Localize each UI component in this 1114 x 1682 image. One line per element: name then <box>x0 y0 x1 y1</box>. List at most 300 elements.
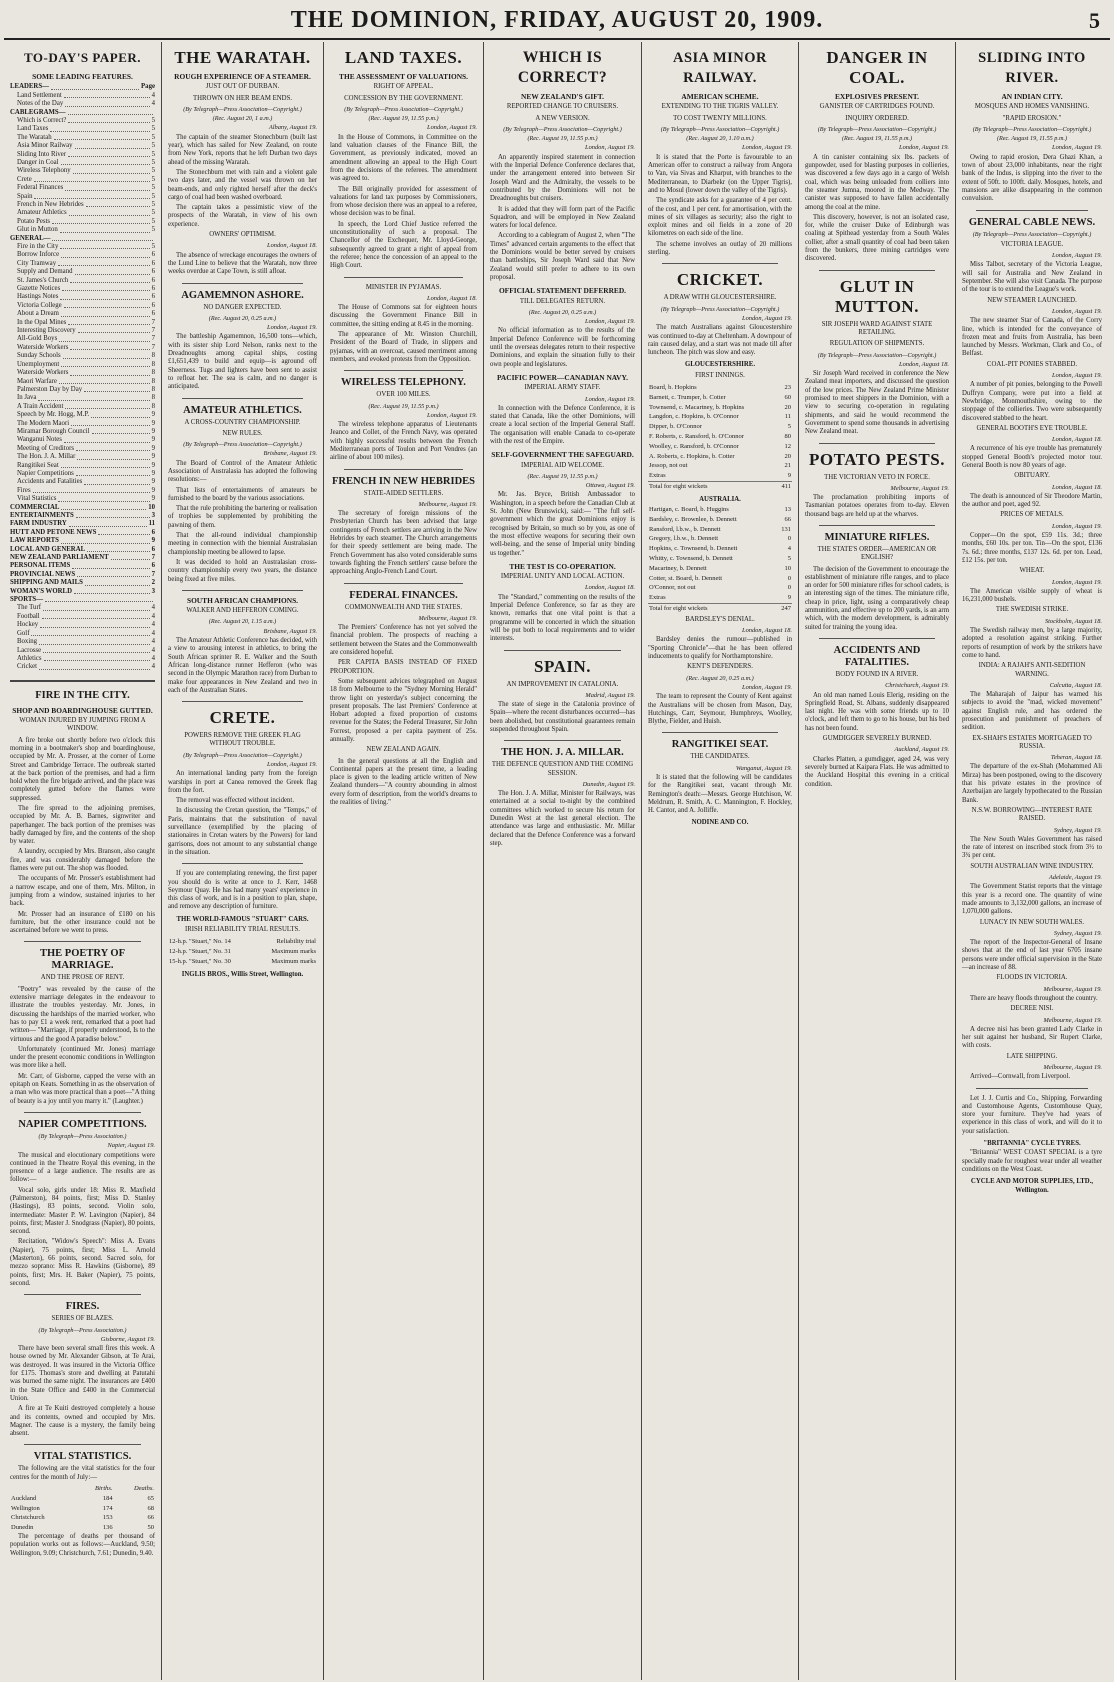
athletics-article <box>168 460 317 584</box>
table-row <box>648 505 792 515</box>
index-leader-dots <box>34 193 149 199</box>
divider <box>819 525 935 526</box>
index-entry <box>10 562 155 570</box>
index-entry-page: 9 <box>151 486 155 494</box>
index-leader-dots <box>62 285 149 291</box>
divider <box>819 443 935 444</box>
index-entry-name: About a Dream <box>17 310 59 318</box>
index-entry-page: 9 <box>151 419 155 427</box>
cable-item-text: The departure of the ex-Shah (Mohammed Ali Mirza) has been postponed, owing to the discovery that his private estates in the province of Azerbaijan are largely hypothecated to the Russian Bank. <box>962 763 1102 804</box>
cable-news-item <box>962 974 1102 1003</box>
index-entry-page: 9 <box>151 453 155 461</box>
index-entry-page: 8 <box>151 369 155 377</box>
table-total-row <box>648 481 792 491</box>
index-entry-page: 5 <box>151 226 155 234</box>
paragraph: The House of Commons sat for eighteen hours discussing the Government Finance Bill in committee, the sitting ending at 8.45 in the morning. <box>330 304 477 328</box>
index-entry-page: 5 <box>151 142 155 150</box>
index-entry-name: Crete <box>17 175 32 183</box>
index-entry-name: HUTT AND PETONE NEWS <box>10 528 97 536</box>
table-cell: 50 <box>147 1524 154 1532</box>
index-entry-name: GENERAL— <box>10 234 51 242</box>
waratah-telegraph: (By Telegraph—Press Association—Copyright.) <box>183 105 302 113</box>
cable-item-dateline: London, August 19. <box>1052 522 1102 530</box>
paragraph: The removal was effected without incident. <box>176 797 295 805</box>
advert-britannia-head: "BRITANNIA" CYCLE TYRES. <box>983 1140 1081 1148</box>
index-entry <box>10 630 155 638</box>
index-leader-dots <box>52 235 153 241</box>
index-entry-page: 8 <box>151 360 155 368</box>
index-leader-dots <box>59 378 150 384</box>
athletics-sub2: NEW RULES. <box>222 429 263 437</box>
divider <box>819 270 935 271</box>
index-entry <box>10 369 155 377</box>
index-entry-name: Golf <box>17 629 30 637</box>
sliding-river-sub2: MOSQUES AND HOMES VANISHING. <box>974 103 1090 111</box>
table-cell: 411 <box>777 481 792 491</box>
table-cell: Wellington <box>11 1504 40 1512</box>
index-leader-dots <box>73 167 150 173</box>
index-entry-name: City Tramway <box>17 259 57 267</box>
index-entry-name: St. James's Church <box>17 276 69 284</box>
paragraph: The appearance of Mr. Winston Churchill, President of the Board of Trade, in slippers and pyjamas, with an overcoat, caused merriment among members, and evoked protests from the Opposition. <box>330 331 477 363</box>
index-entry <box>10 209 155 217</box>
index-leader-dots <box>98 529 149 535</box>
index-entry <box>10 125 155 133</box>
index-entry-name: SPORTS— <box>10 596 43 604</box>
paragraph: Mr. Prosser had an insurance of £180 on his furniture, but the other insurance could not be ascertained before we went to press. <box>10 910 155 935</box>
divider <box>976 1088 1088 1089</box>
index-entry-page: 9 <box>151 495 155 503</box>
deferred-dateline: London, August 19. <box>585 318 635 326</box>
hebrides-header: FRENCH IN NEW HEBRIDES <box>331 475 476 487</box>
rifles-header: MINIATURE RIFLES. <box>824 531 930 543</box>
index-entry-page: 11 <box>148 520 155 528</box>
index-entry <box>10 226 155 234</box>
index-entry-page: 9 <box>151 427 155 435</box>
cable-news-item <box>962 735 1102 805</box>
vital-note: The percentage of deaths per thousand of population works out as follows:—Auckland, 9.50; Wellington, 9.09; Christchurch, 7.61; Dunedin, 9.40. <box>10 1532 155 1557</box>
index-leader-dots <box>38 394 149 400</box>
spain-sub: AN IMPROVEMENT IN CATALONIA. <box>506 680 619 688</box>
which-correct-dateline: London, August 19. <box>585 144 635 152</box>
index-leader-dots <box>61 504 146 510</box>
table-cell: 12-h.p. "Stuart," No. 31 <box>169 948 231 956</box>
cable-item-dateline: London, August 19. <box>1052 252 1102 260</box>
table-row <box>648 564 792 574</box>
test-text: The "Standard," commenting on the results of the Imperial Defence Conference, so far as they are known, remarks that one vital point is that a programme will be concerted in which the situation will be put both to local requirements and to wider interests. <box>490 593 635 643</box>
cable-news-item <box>962 425 1102 470</box>
mutton-telegraph: (By Telegraph—Press Association—Copyright.) <box>817 351 937 359</box>
millar-dateline: Dunedin, August 19. <box>582 780 635 788</box>
advert-stuart-sub: IRISH RELIABILITY TRIAL RESULTS. <box>184 926 301 934</box>
paragraph: In discussing the Cretan question, the "Temps," of Paris, maintains that the substitution of naval surveillance (exemplified by the placing of stationaires in Cretan waters by the Powers) for land garrisons, does not amount to any substantial change in the situation. <box>168 807 317 856</box>
table-cell: Hartigan, c. Board, b. Huggins <box>649 506 729 514</box>
spain-text: The state of siege in the Catalonia province of Spain—where the recent disturbances occurred—has been abolished, but constitutional guarantees remain suspended throughout Spain. <box>490 701 635 733</box>
paragraph: It is stated that the Porte is favourable to an American offer to construct a railway from Angora to Van, via Sivas and Kharput, with branches to the Mediterranean, to Diarbekr (on the Upper Tigris), and to Mosul (lower down the valley of the Tigris). <box>648 153 792 194</box>
index-entry <box>10 386 155 394</box>
index-entry-name: The Turf <box>17 604 41 612</box>
index-entry-name: LAW REPORTS <box>10 537 59 545</box>
crete-dateline: London, August 19. <box>267 761 317 768</box>
paragraph: Unfortunately (continued Mr. Jones) marriage under the present economic conditions in Wellington was more like a hell. <box>10 1045 155 1070</box>
vital-table <box>10 1484 155 1533</box>
kent-text: The team to represent the County of Kent against the Australians will be chosen from Mason, Day, Hutchings, Carr, Seymour, Humphreys, Woolley, Blythe, Fielder, and Huish. <box>648 693 792 726</box>
athletics-sub: A CROSS-COUNTRY CHAMPIONSHIP. <box>184 418 301 426</box>
poetry-sub: AND THE PROSE OF RENT. <box>40 974 125 982</box>
index-entry <box>10 327 155 335</box>
index-leader-dots <box>64 92 150 98</box>
paragraph: The musical and elocutionary competitions were continued in the Theatre Royal this evening, in the presence of a large audience. The results are as follow:— <box>10 1151 155 1184</box>
sa-sub: WALKER AND HEFFERON COMING. <box>186 607 299 615</box>
waratah-sub3: THROWN ON HER BEAM ENDS. <box>192 94 293 102</box>
table-cell: 21 <box>784 462 791 470</box>
index-entry <box>10 151 155 159</box>
index-entry-name: Rangitikei Seat <box>17 461 59 469</box>
table-cell: O'Connor, not out <box>649 584 696 592</box>
divider <box>182 283 303 284</box>
index-leader-dots <box>52 218 150 224</box>
glos-innings: FIRST INNINGS. <box>695 371 745 379</box>
index-entry-name: Boxing <box>17 638 38 646</box>
mutton-header: GLUT IN MUTTON. <box>835 276 919 316</box>
danger-coal-article <box>805 154 949 264</box>
waratah-sub2: JUST OUT OF DURBAN. <box>205 83 280 91</box>
napier-telegraph: (By Telegraph—Press Association.) <box>38 1132 127 1140</box>
cable-item-dateline: Melbourne, August 19. <box>1043 1063 1102 1071</box>
cable-news-item <box>962 606 1102 660</box>
index-entry-page: 6 <box>151 251 155 259</box>
index-leader-dots <box>69 520 147 526</box>
fires-dateline: Gisborne, August 19. <box>100 1335 155 1343</box>
optimism-dateline: London, August 18. <box>267 242 317 250</box>
potato-text: The proclamation prohibiting imports of Tasmanian potatoes operates from to-day. Eleven thousand bags are held up at the wharves. <box>805 494 949 518</box>
index-entry-page: 3 <box>151 512 155 520</box>
table-cell: Total for eight wickets <box>648 604 775 614</box>
nz-again-text: In the general questions at all the English and Continental papers at the present time, a leading place is given to the leading article written of New Zealand thunders—"A country abounding in almost every form of description, from the world's dreams to the realities of living." <box>330 757 477 807</box>
index-entry-page: 4 <box>151 621 155 629</box>
table-cell: 5 <box>787 423 791 431</box>
table-cell: Townsend, c. Macartney, b. Hopkins <box>649 403 745 411</box>
paragraph: Mr. Carr, of Gisborne, capped the verse with an epitaph on Keats. Something in as the observation of a man who was more practical than a poet—"A thing of beauty is a joy until you marry it." (Laughter.) <box>10 1072 155 1105</box>
index-entry-name: FARM INDUSTRY <box>10 520 67 528</box>
index-entry-page: 7 <box>151 335 155 343</box>
asia-minor-received: (Rec. August 20, 1.10 a.m.) <box>686 135 754 143</box>
index-entry-name: Maori Warfare <box>17 377 57 385</box>
table-cell: Bardsley, c. Brownlee, b. Dennett <box>649 515 737 523</box>
sliding-river-header: SLIDING INTO RIVER. <box>978 50 1086 86</box>
index-entry <box>10 83 155 91</box>
index-entry <box>10 260 155 268</box>
column-todays-paper <box>4 42 162 1680</box>
index-entry <box>10 344 155 352</box>
cable-news-item <box>962 662 1102 732</box>
index-entry <box>10 109 155 117</box>
index-leader-dots <box>44 655 150 661</box>
divider <box>24 941 141 942</box>
paragraph: In speech, the Lord Chief Justice referred the unconstitutionality of such a proposal. The Chancellor of the Exchequer, Mr. Lloyd-George, subsequently agreed to grant a right of appeal from the referee; hence the concession of an appeal to the High Court. <box>330 220 477 270</box>
divider <box>662 732 778 733</box>
cable-item-title: NEW STEAMER LAUNCHED. <box>987 296 1077 304</box>
index-entry-name: Athletics <box>17 654 42 662</box>
index-leader-dots <box>68 117 149 123</box>
index-entry <box>10 554 155 562</box>
index-entry <box>10 117 155 125</box>
index-entry-name: French in New Hebrides <box>17 200 84 208</box>
waratah-header: THE WARATAH. <box>174 48 311 67</box>
cable-news-item <box>962 567 1102 604</box>
cable-item-title: OBITUARY. <box>1014 472 1050 480</box>
index-entry <box>10 167 155 175</box>
index-entry-name: Waterside Workers <box>17 369 69 377</box>
index-leader-dots <box>111 554 150 560</box>
divider <box>344 469 463 470</box>
paragraph: There have been several small fires this week. A house owned by Mr. Alexander Gibson, at Te Arai, was destroyed. It was insured in the Victoria Office for £175. Thomas's store and dwelling at Patutahi was burned the same night. The insurances are £400 in the State Office and £400 in the Commercial Union. <box>10 1345 155 1402</box>
page-number: 5 <box>1089 8 1100 33</box>
fires-sub: SERIES OF BLAZES. <box>51 1315 114 1323</box>
cable-item-text: The New South Wales Government has raised the rate of interest on inscribed stock from 3½ to 3¾ per cent. <box>962 835 1102 860</box>
divider <box>24 1444 141 1445</box>
column-asia-minor <box>642 42 799 1680</box>
table-cell: Langdon, c. Hopkins, b. O'Connor <box>649 413 739 421</box>
divider <box>182 590 303 591</box>
index-entry-page: 2 <box>151 579 155 587</box>
index-leader-dots <box>58 260 150 266</box>
index-entry-name: LEADERS— <box>10 83 49 91</box>
wireless-sub: OVER 100 MILES. <box>376 391 431 399</box>
index-entry-page: 4 <box>151 91 155 99</box>
table-cell: 247 <box>775 604 792 614</box>
cable-item-title: PRICES OF METALS. <box>1000 511 1064 519</box>
index-entry-page: 5 <box>151 175 155 183</box>
rangitikei-sub: THE CANDIDATES. <box>690 753 750 761</box>
index-entry-page: 8 <box>151 352 155 360</box>
table-cell: A. Roberts, c. Hopkins, b. Cotter <box>649 452 735 460</box>
index-entry <box>10 596 155 604</box>
fire-sub2: WOMAN INJURED BY JUMPING FROM A WINDOW. <box>19 717 146 733</box>
deferred-text: No official information as to the results of the Imperial Defence Conference will be forthcoming until the overseas delegates return to their respective Dominions, and explain the situation fully to their own people and legislatures. <box>490 327 635 368</box>
index-entry-page: 6 <box>151 268 155 276</box>
sg-sub2: IMPERIAL AID WELCOME. <box>521 461 604 469</box>
index-entry <box>10 310 155 318</box>
which-correct-telegraph: (By Telegraph—Press Association—Copyright.) <box>503 125 622 133</box>
table-cell: 66 <box>784 515 791 523</box>
fires-telegraph: (By Telegraph—Press Association.) <box>38 1326 127 1334</box>
table-cell: 12-h.p. "Stuart," No. 14 <box>169 938 231 946</box>
index-entry <box>10 512 155 520</box>
cable-item-dateline: London, August 18. <box>1052 483 1102 491</box>
divider <box>344 583 463 584</box>
table-cell: 0 <box>787 584 791 592</box>
federal-dateline: Melbourne, August 19. <box>418 614 477 622</box>
bardsley-sub: BARDSLEY'S DENIAL. <box>685 615 755 623</box>
cable-item-text: A decree nisi has been granted Lady Clarke in her suit against her husband, Sir Rupert Clarke, with costs. <box>962 1025 1102 1050</box>
index-entry <box>10 588 155 596</box>
cable-item-text: The Maharajah of Jaipur has warned his subjects to avoid the "mad, wicked movement" against English rule, and has ordered the prosecution and punishment of preachers of sedition. <box>962 691 1102 732</box>
index-leader-dots <box>75 268 150 274</box>
table-cell: 20 <box>784 403 791 411</box>
table-row <box>648 432 792 442</box>
federal-article <box>330 624 477 744</box>
index-entry <box>10 268 155 276</box>
paragraph: This discovery, however, is not an isolated case, for, while the cruiser Duke of Edinburgh was coaling at Spithead yesterday from a South Wales collier, after a small quantity of coal had been taken from the bunkers, three mining cartridges were discovered. <box>805 213 949 263</box>
land-taxes-dateline: London, August 19. <box>427 124 477 132</box>
table-cell: Auckland <box>11 1494 37 1502</box>
index-entry <box>10 621 155 629</box>
index-leader-dots <box>76 470 150 476</box>
cable-item-dateline: Sydney, August 19. <box>1053 929 1102 937</box>
sg-received: (Rec. August 19, 11.55 p.m.) <box>527 472 598 480</box>
cable-item-text: Copper—On the spot, £59 11s. 3d.; three months, £60 10s. per ton. Tin—On the spot, £136 7s. 6d.; three months, £137 12s. 6d. per ton. Lead, £12 15s. per ton. <box>962 532 1102 564</box>
sliding-river-telegraph: (By Telegraph—Press Association—Copyright.) <box>972 125 1092 133</box>
index-entry-name: Palmerston Day by Day <box>17 385 83 393</box>
index-entry <box>10 235 155 243</box>
index-entry-page: 5 <box>151 243 155 251</box>
cricket-sub: A DRAW WITH GLOUCESTERSHIRE. <box>663 294 777 302</box>
sa-header: SOUTH AFRICAN CHAMPIONS. <box>186 595 299 605</box>
cable-news-item <box>962 241 1102 295</box>
index-entry <box>10 613 155 621</box>
index-entry-name: All-Gold Boys <box>17 335 58 343</box>
spain-header: SPAIN. <box>534 656 591 676</box>
cable-item-text: Arrived—Cornwall, from Liverpool. <box>970 1073 1071 1081</box>
potato-dateline: Melbourne, August 19. <box>890 484 949 492</box>
sliding-river-text: Owing to rapid erosion, Dera Ghazi Khan, a town of about 23,000 inhabitants, near the right bank of the Indus, is slipping into the river to the extent of 50ft. to 100ft. daily. Mosques, hotels, and mansions are alike disappearing in the common convulsion. <box>962 153 1102 203</box>
divider <box>344 370 463 371</box>
index-entry <box>10 579 155 587</box>
table-cell: Dipper, b. O'Connor <box>649 423 702 431</box>
paragraph: The Board of Control of the Amateur Athletic Association of Australasia has adopted the following resolutions:— <box>168 459 317 484</box>
table-cell: Board, b. Hopkins <box>649 384 697 392</box>
table-row <box>648 544 792 554</box>
sa-text: The Amateur Athletic Conference has decided, with a view to arousing interest in athletics, to bring the South African sprinter R. E. Walker and the South African long-distance runner Hefferon (who was second in the Olympic Marathon race) from Durban to make four appearances in New Zealand and two in each of the Australian States. <box>168 637 317 694</box>
index-entry-name: Fires <box>17 486 31 494</box>
cable-item-text: The Government Statist reports that the vintage this year is a record one. The quantity of wine made amounts to 3,132,000 gallons, an increase of 1,070,000 gallons. <box>962 883 1102 916</box>
table-total-row <box>648 604 792 614</box>
sg-dateline: Ottawa, August 19. <box>585 482 635 490</box>
cable-item-title: INDIA: A RAJAH'S ANTI-SEDITION WARNING. <box>978 662 1086 678</box>
land-taxes-article <box>330 134 477 271</box>
optimism-sub: OWNERS' OPTIMISM. <box>209 231 276 239</box>
rangitikei-header: RANGITIKEI SEAT. <box>671 739 769 751</box>
deferred-sub2: TILL DELEGATES RETURN. <box>519 297 606 305</box>
poetry-header: THE POETRY OF MARRIAGE. <box>40 948 125 972</box>
index-leader-dots <box>61 361 149 367</box>
index-entry-name: Asia Minor Railway <box>17 142 73 150</box>
table-header-cell <box>10 1484 77 1494</box>
table-cell: Maximum marks <box>271 948 316 956</box>
index-leader-dots <box>92 428 150 434</box>
index-entry-page: 4 <box>151 612 155 620</box>
index-entry <box>10 436 155 444</box>
index-leader-dots <box>75 142 150 148</box>
index-leader-dots <box>58 495 149 501</box>
deferred-sub: OFFICIAL STATEMENT DEFERRED. <box>498 286 627 296</box>
pyjamas-article <box>330 304 477 364</box>
cable-news-item <box>962 1005 1102 1050</box>
index-entry-page: Page <box>141 83 155 91</box>
index-leader-dots <box>51 83 139 89</box>
which-correct-received: (Rec. August 19, 11.55 p.m.) <box>527 135 598 143</box>
index-leader-dots <box>33 487 150 493</box>
table-cell: 174 <box>102 1504 113 1512</box>
test-sub: THE TEST IS CO-OPERATION. <box>509 561 616 571</box>
cable-item-text: There are heavy floods throughout the country. <box>970 994 1098 1002</box>
index-leader-dots <box>74 588 150 594</box>
aus-scorecard <box>648 505 792 614</box>
index-entry-name: Glut in Mutton <box>17 226 58 234</box>
table-cell: 23 <box>784 384 791 392</box>
cable-item-text: A number of pit ponies, belonging to the Powell Duffryn Company, were put into a field at Newbridge, Monmouthshire, owing to the stoppage of the collieries. Two were subsequently discovered stabbed to the heart. <box>962 381 1102 422</box>
paragraph: An international landing party from the foreign warships in port at Canea removed the Greek flag from the fort. <box>168 770 317 794</box>
table-row <box>648 422 792 432</box>
table-row <box>10 1504 155 1514</box>
index-entry <box>10 335 155 343</box>
table-cell: Woolley, c. Ransford, b. O'Connor <box>649 442 739 450</box>
cable-item-dateline: London, August 19. <box>1052 372 1102 380</box>
table-cell: 4 <box>787 545 791 553</box>
index-entry <box>10 176 155 184</box>
fires-article <box>10 1345 155 1438</box>
which-correct-article <box>490 154 635 282</box>
index-entry <box>10 142 155 150</box>
agamemnon-header: AGAMEMNON ASHORE. <box>181 289 304 301</box>
cable-item-text: The report of the Inspector-General of Insane shows that at the end of last year 6705 insane persons were under official supervision in the State—an increase of 88. <box>962 939 1102 972</box>
agamemnon-sub: NO DANGER EXPECTED. <box>203 303 282 311</box>
cable-item-dateline: Adelaide, August 19. <box>1048 874 1102 882</box>
paragraph: A tin canister containing six lbs. packets of gunpowder, used for blasting purposes in collieries, was discovered a few days ago in a cargo of Welsh coal, which was being unloaded from colliers into the steamer Jumna, moored in the Medway. The canister was supposed to have fallen accidentally among the coal at the mine. <box>805 153 949 211</box>
table-row <box>648 452 792 462</box>
hebrides-sub: STATE-AIDED SETTLERS. <box>363 489 444 497</box>
index-leader-dots <box>50 125 149 131</box>
index-entry <box>10 100 155 108</box>
index-entry <box>10 571 155 579</box>
danger-coal-dateline: London, August 19. <box>899 144 949 152</box>
paragraph: An apparently inspired statement in connection with the Imperial Defence Conference declares that, under the arrangement entered into between Sir Joseph Ward and the Admiralty, the vessels to be contributed by the Dominions will not be Dreadnoughts but cruisers. <box>490 153 635 203</box>
index-entry-name: Land Taxes <box>17 125 49 133</box>
index-entry <box>10 495 155 503</box>
advert-britannia-footer: CYCLE AND MOTOR SUPPLIES, LTD., Wellington. <box>970 1178 1094 1194</box>
table-header-cell: Births. <box>95 1485 113 1492</box>
table-cell: 5 <box>787 555 791 563</box>
waratah-received: (Rec. August 20, 1 a.m.) <box>212 115 273 123</box>
sliding-river-dateline: London, August 19. <box>1052 144 1102 152</box>
crete-telegraph: (By Telegraph—Press Association—Copyright.) <box>183 751 302 759</box>
poetry-article <box>10 986 155 1106</box>
table-row <box>168 937 317 947</box>
index-leader-dots <box>43 647 149 653</box>
index-entry-name: CABLEGRAMS— <box>10 108 66 116</box>
masthead <box>4 0 1110 40</box>
sa-received: (Rec. August 20, 1.15 a.m.) <box>208 618 277 626</box>
land-taxes-sub3: CONCESSION BY THE GOVERNMENT. <box>344 94 463 102</box>
index-entry-name: Potato Pests <box>17 217 51 225</box>
index-entry-page: 6 <box>151 545 155 553</box>
index-entry <box>10 243 155 251</box>
index-entry-name: Notes of the Day <box>17 100 64 108</box>
fire-sub: SHOP AND BOARDINGHOUSE GUTTED. <box>12 705 153 715</box>
cable-item-text: The new steamer Star of Canada, of the Corry line, which is intended for the conveyance of frozen meat and fruits from Australia, has been launched by Messrs. Workman, Clark and Co., of Belfast. <box>962 317 1102 358</box>
table-row <box>648 525 792 535</box>
index-leader-dots <box>42 613 150 619</box>
which-correct-sub2: REPORTED CHANGE TO CRUISERS. <box>506 103 619 111</box>
index-entry-name: Napier Competitions <box>17 469 74 477</box>
burned-sub: GUMDIGGER SEVERELY BURNED. <box>822 735 932 743</box>
accidents-header: ACCIDENTS AND FATALITIES. <box>833 644 921 668</box>
index-entry <box>10 428 155 436</box>
rangitikei-dateline: Wanganui, August 19. <box>735 764 792 772</box>
index-entry <box>10 394 155 402</box>
index-entry-page: 8 <box>151 385 155 393</box>
